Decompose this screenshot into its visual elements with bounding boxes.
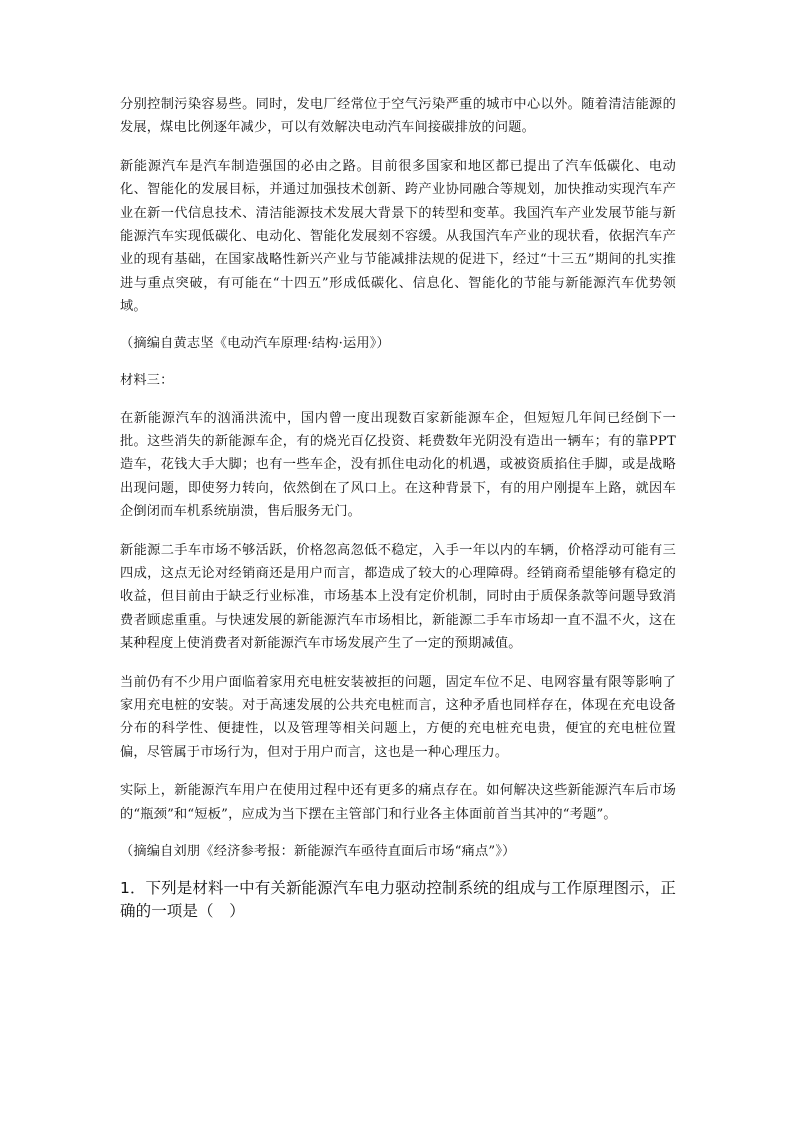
paragraph-clean-energy: 分别控制污染容易些。同时，发电厂经常位于空气污染严重的城市中心以外。随着清洁能源的发展，煤电比例逐年减少，可以有效解决电动汽车间接碳排放的问题。 [120, 97, 676, 136]
paragraph-automakers-collapse: 在新能源汽车的汹涌洪流中，国内曾一度出现数百家新能源车企，但短短几年间已经倒下一批。这些消失的新能源车企，有的烧光百亿投资、耗费数年光阴没有造出一辆车；有的靠PPT造车，花钱大手大脚；也有一些车企，没有抓住电动化的机遇，或被资质掐住手脚，或是战略出现问题，即使努力转向，依然倒在了风口上。在这种背景下，有的用户刚提车上路，就因车企倒闭而车机系统崩溃，售后服务无门。 [120, 410, 676, 519]
document-body [120, 93, 676, 923]
paragraph-used-car-market: 新能源二手车市场不够活跃，价格忽高忽低不稳定，入手一年以内的车辆，价格浮动可能有三四成，这点无论对经销商还是用户而言，都造成了较大的心理障碍。经销商希望能够有稳定的收益，但目前由于缺乏行业标准，市场基本上没有定价机制，同时由于质保条款等问题导致消费者顾虑重重。与快速发展的新能源汽车市场相比，新能源二手车市场却一直不温不火，这在某种程度上使消费者对新能源汽车市场发展产生了一定的预期减值。 [120, 542, 676, 651]
source-citation-2: （摘编自刘朋《经济参考报：新能源汽车亟待直面后市场“痛点”》） [120, 844, 516, 860]
source-citation-1: （摘编自黄志坚《电动汽车原理·结构·运用》） [120, 336, 390, 352]
paragraph-automotive-power: 新能源汽车是汽车制造强国的必由之路。目前很多国家和地区都已提出了汽车低碳化、电动化、智能化的发展目标，并通过加强技术创新、跨产业协同融合等规划，加快推动实现汽车产业在新一代信息技术、清洁能源技术发展大背景下的转型和变革。我国汽车产业发展节能与新能源汽车实现低碳化、电动化、智能化发展刻不容缓。从我国汽车产业的现状看，依据汽车产业的现有基础，在国家战略性新兴产业与节能减排法规的促进下，经过“十三五”期间的扎实推进与重点突破，有可能在“十四五”形成低碳化、信息化、智能化的节能与新能源汽车优势领域。 [120, 159, 676, 314]
paragraph-pain-points: 实际上，新能源汽车用户在使用过程中还有更多的痛点存在。如何解决这些新能源汽车后市场的“瓶颈”和“短板”，应成为当下摆在主管部门和行业各主体面前首当其冲的“考题”。 [120, 783, 676, 822]
question-1: 1．下列是材料一中有关新能源汽车电力驱动控制系统的组成与工作原理图示，正确的一项是（ ） [120, 879, 676, 921]
material-three-heading: 材料三： [120, 373, 174, 389]
paragraph-charging-piles: 当前仍有不少用户面临着家用充电桩安装被拒的问题，固定车位不足、电网容量有限等影响了家用充电桩的安装。对于高速发展的公共充电桩而言，这种矛盾也同样存在，体现在充电设备分布的科学性、便捷性，以及管理等相关问题上，方便的充电桩充电贵，便宜的充电桩位置偏，尽管属于市场行为，但对于用户而言，这也是一种心理压力。 [120, 674, 676, 760]
